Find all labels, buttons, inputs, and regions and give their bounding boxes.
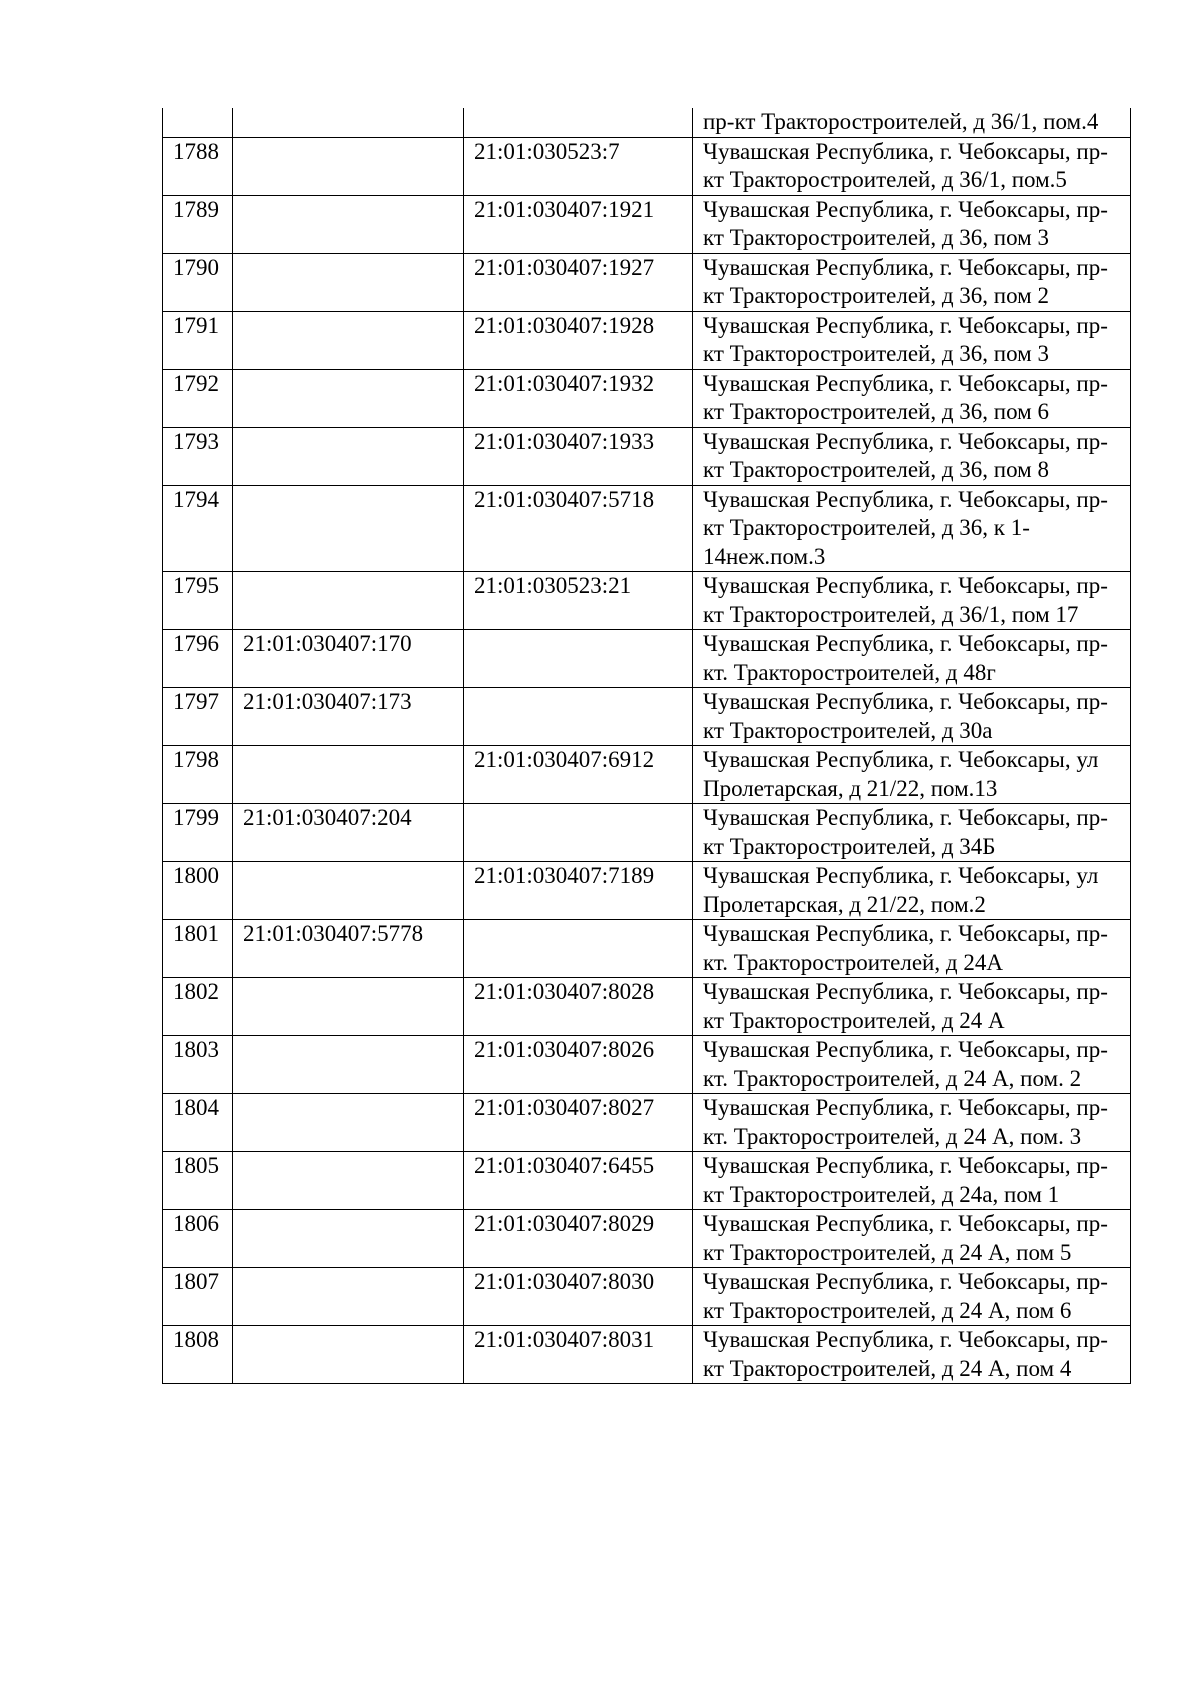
land-cadastral-number-cell — [233, 978, 464, 1036]
row-number-cell: 1795 — [163, 572, 233, 630]
row-number-cell: 1797 — [163, 688, 233, 746]
row-number-cell: 1798 — [163, 746, 233, 804]
object-cadastral-number-cell — [464, 920, 693, 978]
object-cadastral-number-cell: 21:01:030523:7 — [464, 137, 693, 195]
table-row — [163, 862, 1131, 920]
object-cadastral-number-cell: 21:01:030407:7189 — [464, 862, 693, 920]
object-cadastral-number-cell: 21:01:030407:8030 — [464, 1268, 693, 1326]
object-cadastral-number-cell: 21:01:030407:5718 — [464, 485, 693, 572]
row-number-cell: 1806 — [163, 1210, 233, 1268]
address-cell: Чувашская Республика, г. Чебоксары, пр-кт Тракторостроителей, д 24 А, пом 6 — [693, 1268, 1131, 1326]
table-row — [163, 572, 1131, 630]
land-cadastral-number-cell — [233, 369, 464, 427]
table-row — [163, 630, 1131, 688]
address-cell: Чувашская Республика, г. Чебоксары, пр-кт Тракторостроителей, д 36/1, пом 17 — [693, 572, 1131, 630]
land-cadastral-number-cell — [233, 485, 464, 572]
table-row — [163, 920, 1131, 978]
object-cadastral-number-cell: 21:01:030407:1927 — [464, 253, 693, 311]
table-row — [163, 195, 1131, 253]
table-row — [163, 485, 1131, 572]
land-cadastral-number-cell — [233, 253, 464, 311]
object-cadastral-number-cell — [464, 630, 693, 688]
row-number-cell: 1805 — [163, 1152, 233, 1210]
row-number-cell: 1794 — [163, 485, 233, 572]
address-cell: Чувашская Республика, г. Чебоксары, пр-кт Тракторостроителей, д 36/1, пом.5 — [693, 137, 1131, 195]
land-cadastral-number-cell — [233, 572, 464, 630]
table-row — [163, 1152, 1131, 1210]
table-row — [163, 688, 1131, 746]
row-number-cell: 1789 — [163, 195, 233, 253]
address-cell: Чувашская Республика, г. Чебоксары, пр-кт Тракторостроителей, д 24 А, пом 5 — [693, 1210, 1131, 1268]
object-cadastral-number-cell — [464, 108, 693, 137]
object-cadastral-number-cell — [464, 804, 693, 862]
land-cadastral-number-cell — [233, 1268, 464, 1326]
object-cadastral-number-cell: 21:01:030407:1921 — [464, 195, 693, 253]
land-cadastral-number-cell: 21:01:030407:5778 — [233, 920, 464, 978]
address-cell: Чувашская Республика, г. Чебоксары, пр-кт Тракторостроителей, д 36, пом 3 — [693, 311, 1131, 369]
land-cadastral-number-cell — [233, 746, 464, 804]
land-cadastral-number-cell: 21:01:030407:173 — [233, 688, 464, 746]
object-cadastral-number-cell: 21:01:030407:8028 — [464, 978, 693, 1036]
table-row — [163, 1036, 1131, 1094]
land-cadastral-number-cell — [233, 862, 464, 920]
row-number-cell: 1793 — [163, 427, 233, 485]
row-number-cell: 1801 — [163, 920, 233, 978]
address-cell: Чувашская Республика, г. Чебоксары, пр-кт Тракторостроителей, д 36, пом 3 — [693, 195, 1131, 253]
object-cadastral-number-cell: 21:01:030407:8031 — [464, 1326, 693, 1384]
land-cadastral-number-cell — [233, 137, 464, 195]
address-cell: Чувашская Республика, г. Чебоксары, пр-кт Тракторостроителей, д 36, пом 2 — [693, 253, 1131, 311]
table-row — [163, 137, 1131, 195]
address-cell: Чувашская Республика, г. Чебоксары, пр-кт. Тракторостроителей, д 24А — [693, 920, 1131, 978]
address-cell: Чувашская Республика, г. Чебоксары, ул Пролетарская, д 21/22, пом.13 — [693, 746, 1131, 804]
land-cadastral-number-cell — [233, 195, 464, 253]
row-number-cell: 1803 — [163, 1036, 233, 1094]
object-cadastral-number-cell: 21:01:030407:8029 — [464, 1210, 693, 1268]
row-number-cell: 1791 — [163, 311, 233, 369]
row-number-cell: 1807 — [163, 1268, 233, 1326]
land-cadastral-number-cell — [233, 1326, 464, 1384]
row-number-cell: 1800 — [163, 862, 233, 920]
land-cadastral-number-cell — [233, 427, 464, 485]
table-row — [163, 108, 1131, 137]
row-number-cell — [163, 108, 233, 137]
address-cell: Чувашская Республика, г. Чебоксары, пр-кт. Тракторостроителей, д 24 А, пом. 2 — [693, 1036, 1131, 1094]
row-number-cell: 1802 — [163, 978, 233, 1036]
row-number-cell: 1788 — [163, 137, 233, 195]
address-cell: Чувашская Республика, г. Чебоксары, пр-кт. Тракторостроителей, д 48г — [693, 630, 1131, 688]
table-row — [163, 1326, 1131, 1384]
address-cell: Чувашская Республика, г. Чебоксары, пр-кт. Тракторостроителей, д 24 А, пом. 3 — [693, 1094, 1131, 1152]
land-cadastral-number-cell — [233, 1036, 464, 1094]
address-cell: Чувашская Республика, г. Чебоксары, пр-кт Тракторостроителей, д 24 А — [693, 978, 1131, 1036]
object-cadastral-number-cell: 21:01:030407:1932 — [464, 369, 693, 427]
object-cadastral-number-cell: 21:01:030407:6912 — [464, 746, 693, 804]
address-cell: Чувашская Республика, г. Чебоксары, пр-кт Тракторостроителей, д 24а, пом 1 — [693, 1152, 1131, 1210]
object-cadastral-number-cell: 21:01:030407:1928 — [464, 311, 693, 369]
object-cadastral-number-cell — [464, 688, 693, 746]
table-row — [163, 1210, 1131, 1268]
registry-table — [162, 108, 1131, 1384]
table-row — [163, 311, 1131, 369]
table-row — [163, 746, 1131, 804]
address-cell: Чувашская Республика, г. Чебоксары, пр-кт Тракторостроителей, д 24 А, пом 4 — [693, 1326, 1131, 1384]
table-row — [163, 253, 1131, 311]
land-cadastral-number-cell: 21:01:030407:170 — [233, 630, 464, 688]
address-cell: Чувашская Республика, г. Чебоксары, ул Пролетарская, д 21/22, пом.2 — [693, 862, 1131, 920]
object-cadastral-number-cell: 21:01:030407:8026 — [464, 1036, 693, 1094]
table-row — [163, 804, 1131, 862]
address-cell: Чувашская Республика, г. Чебоксары, пр-кт Тракторостроителей, д 36, пом 8 — [693, 427, 1131, 485]
row-number-cell: 1799 — [163, 804, 233, 862]
row-number-cell: 1792 — [163, 369, 233, 427]
object-cadastral-number-cell: 21:01:030407:8027 — [464, 1094, 693, 1152]
row-number-cell: 1808 — [163, 1326, 233, 1384]
row-number-cell: 1804 — [163, 1094, 233, 1152]
registry-table-body — [163, 108, 1131, 1384]
address-cell: Чувашская Республика, г. Чебоксары, пр-кт Тракторостроителей, д 30а — [693, 688, 1131, 746]
land-cadastral-number-cell — [233, 1210, 464, 1268]
object-cadastral-number-cell: 21:01:030407:1933 — [464, 427, 693, 485]
row-number-cell: 1796 — [163, 630, 233, 688]
object-cadastral-number-cell: 21:01:030523:21 — [464, 572, 693, 630]
address-cell: Чувашская Республика, г. Чебоксары, пр-кт Тракторостроителей, д 34Б — [693, 804, 1131, 862]
row-number-cell: 1790 — [163, 253, 233, 311]
land-cadastral-number-cell — [233, 311, 464, 369]
land-cadastral-number-cell: 21:01:030407:204 — [233, 804, 464, 862]
table-row — [163, 427, 1131, 485]
table-row — [163, 978, 1131, 1036]
address-cell: Чувашская Республика, г. Чебоксары, пр-кт Тракторостроителей, д 36, пом 6 — [693, 369, 1131, 427]
address-cell: Чувашская Республика, г. Чебоксары, пр-кт Тракторостроителей, д 36, к 1-14неж.пом.3 — [693, 485, 1131, 572]
table-row — [163, 369, 1131, 427]
table-row — [163, 1094, 1131, 1152]
land-cadastral-number-cell — [233, 1094, 464, 1152]
address-cell: пр-кт Тракторостроителей, д 36/1, пом.4 — [693, 108, 1131, 137]
land-cadastral-number-cell — [233, 1152, 464, 1210]
object-cadastral-number-cell: 21:01:030407:6455 — [464, 1152, 693, 1210]
land-cadastral-number-cell — [233, 108, 464, 137]
table-row — [163, 1268, 1131, 1326]
